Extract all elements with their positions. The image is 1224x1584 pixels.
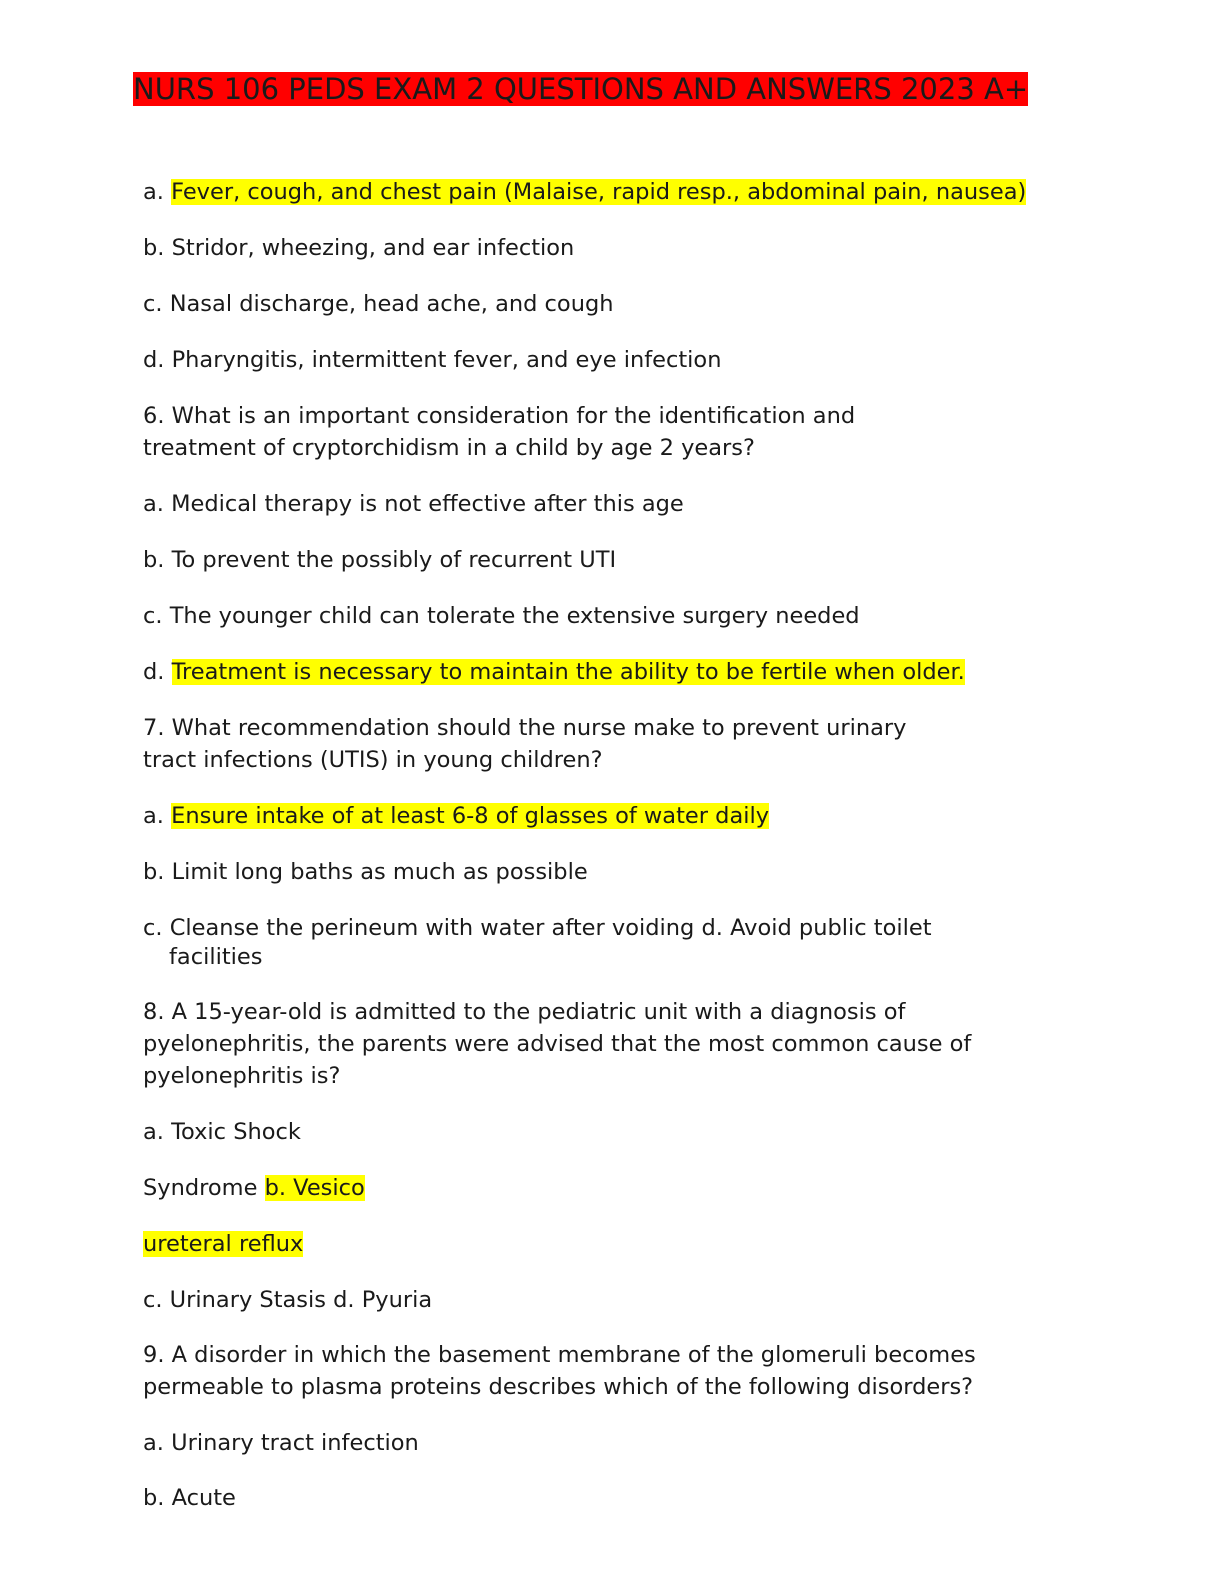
document-title-text: NURS 106 PEDS EXAM 2 QUESTIONS AND ANSWERS 2023 A+ (133, 72, 1029, 106)
option-text-highlighted: Ensure intake of at least 6-8 of glasses of water daily (171, 803, 770, 829)
question-text: tract infections (UTIS) in young children? (143, 747, 603, 773)
q5-option-a (143, 176, 1026, 208)
option-text: Nasal discharge, head ache, and cough (169, 291, 614, 317)
q8-option-c-d (143, 1284, 432, 1316)
q7-option-b (143, 856, 588, 888)
option-text: Urinary tract infection (171, 1430, 419, 1456)
question-text: What recommendation should the nurse make to prevent urinary (171, 715, 907, 741)
q8-option-a (143, 1116, 301, 1148)
q8-option-b-cont (143, 1228, 303, 1260)
question-text: pyelonephritis is? (143, 1063, 341, 1089)
q6-option-b (143, 544, 616, 576)
q5-option-c (143, 288, 614, 320)
q6-option-a (143, 488, 684, 520)
q6-option-d (143, 656, 965, 688)
option-label: a. (143, 1430, 164, 1456)
option-text-highlighted: b. Vesico (264, 1175, 365, 1201)
q7-option-c-cont (169, 943, 262, 971)
question-text: What is an important consideration for the identification and (171, 403, 856, 429)
q9-option-a (143, 1427, 419, 1459)
option-text: Cleanse the perineum with water after voiding d. Avoid public toilet (169, 915, 932, 941)
option-text-highlighted: Treatment is necessary to maintain the ability to be fertile when older. (171, 659, 965, 685)
question-6-cont (143, 432, 755, 464)
option-text: Syndrome (143, 1175, 258, 1201)
option-text: Pharyngitis, intermittent fever, and eye infection (171, 347, 722, 373)
q5-option-d (143, 344, 721, 376)
option-label: b. (143, 1485, 165, 1511)
option-text: Limit long baths as much as possible (171, 859, 588, 885)
q9-option-b (143, 1482, 236, 1514)
question-text: A 15-year-old is admitted to the pediatric unit with a diagnosis of (171, 999, 906, 1025)
question-6 (143, 400, 855, 432)
q7-option-a (143, 800, 769, 832)
question-text: A disorder in which the basement membrane of the glomeruli becomes (171, 1342, 976, 1368)
option-text: Medical therapy is not effective after this age (171, 491, 684, 517)
question-number: 8. (143, 999, 165, 1025)
question-number: 6. (143, 403, 165, 429)
option-text: facilities (169, 944, 263, 970)
question-8 (143, 996, 905, 1028)
question-number: 7. (143, 715, 165, 741)
question-text: permeable to plasma proteins describes which of the following disorders? (143, 1374, 974, 1400)
question-7-cont (143, 744, 603, 776)
option-text: Stridor, wheezing, and ear infection (171, 235, 575, 261)
option-text: c. Urinary Stasis d. Pyuria (143, 1287, 433, 1313)
option-label: a. (143, 803, 164, 829)
document-title (133, 72, 1053, 107)
option-label: a. (143, 1119, 164, 1145)
question-number: 9. (143, 1342, 165, 1368)
option-label: a. (143, 491, 164, 517)
option-text: Acute (171, 1485, 236, 1511)
question-text: treatment of cryptorchidism in a child by age 2 years? (143, 435, 755, 461)
option-label: a. (143, 179, 164, 205)
option-text: To prevent the possibly of recurrent UTI (171, 547, 617, 573)
q5-option-b (143, 232, 574, 264)
option-label: b. (143, 547, 165, 573)
question-9-cont (143, 1371, 973, 1403)
option-text: The younger child can tolerate the extensive surgery needed (169, 603, 860, 629)
option-label: c. (143, 603, 163, 629)
question-7 (143, 712, 906, 744)
q7-option-c (143, 912, 932, 944)
question-9 (143, 1339, 976, 1371)
option-label: b. (143, 235, 165, 261)
option-text: Toxic Shock (171, 1119, 301, 1145)
question-text: pyelonephritis, the parents were advised that the most common cause of (143, 1031, 972, 1057)
option-label: d. (143, 347, 165, 373)
option-label: d. (143, 659, 165, 685)
option-label: c. (143, 915, 163, 941)
q8-option-a-cont (143, 1172, 365, 1204)
option-text-highlighted: ureteral reflux (143, 1231, 304, 1257)
option-text-highlighted: Fever, cough, and chest pain (Malaise, rapid resp., abdominal pain, nausea) (171, 179, 1027, 205)
option-label: c. (143, 291, 163, 317)
question-8-cont (143, 1060, 340, 1092)
question-8-cont (143, 1028, 971, 1060)
option-label: b. (143, 859, 165, 885)
q6-option-c (143, 600, 860, 632)
